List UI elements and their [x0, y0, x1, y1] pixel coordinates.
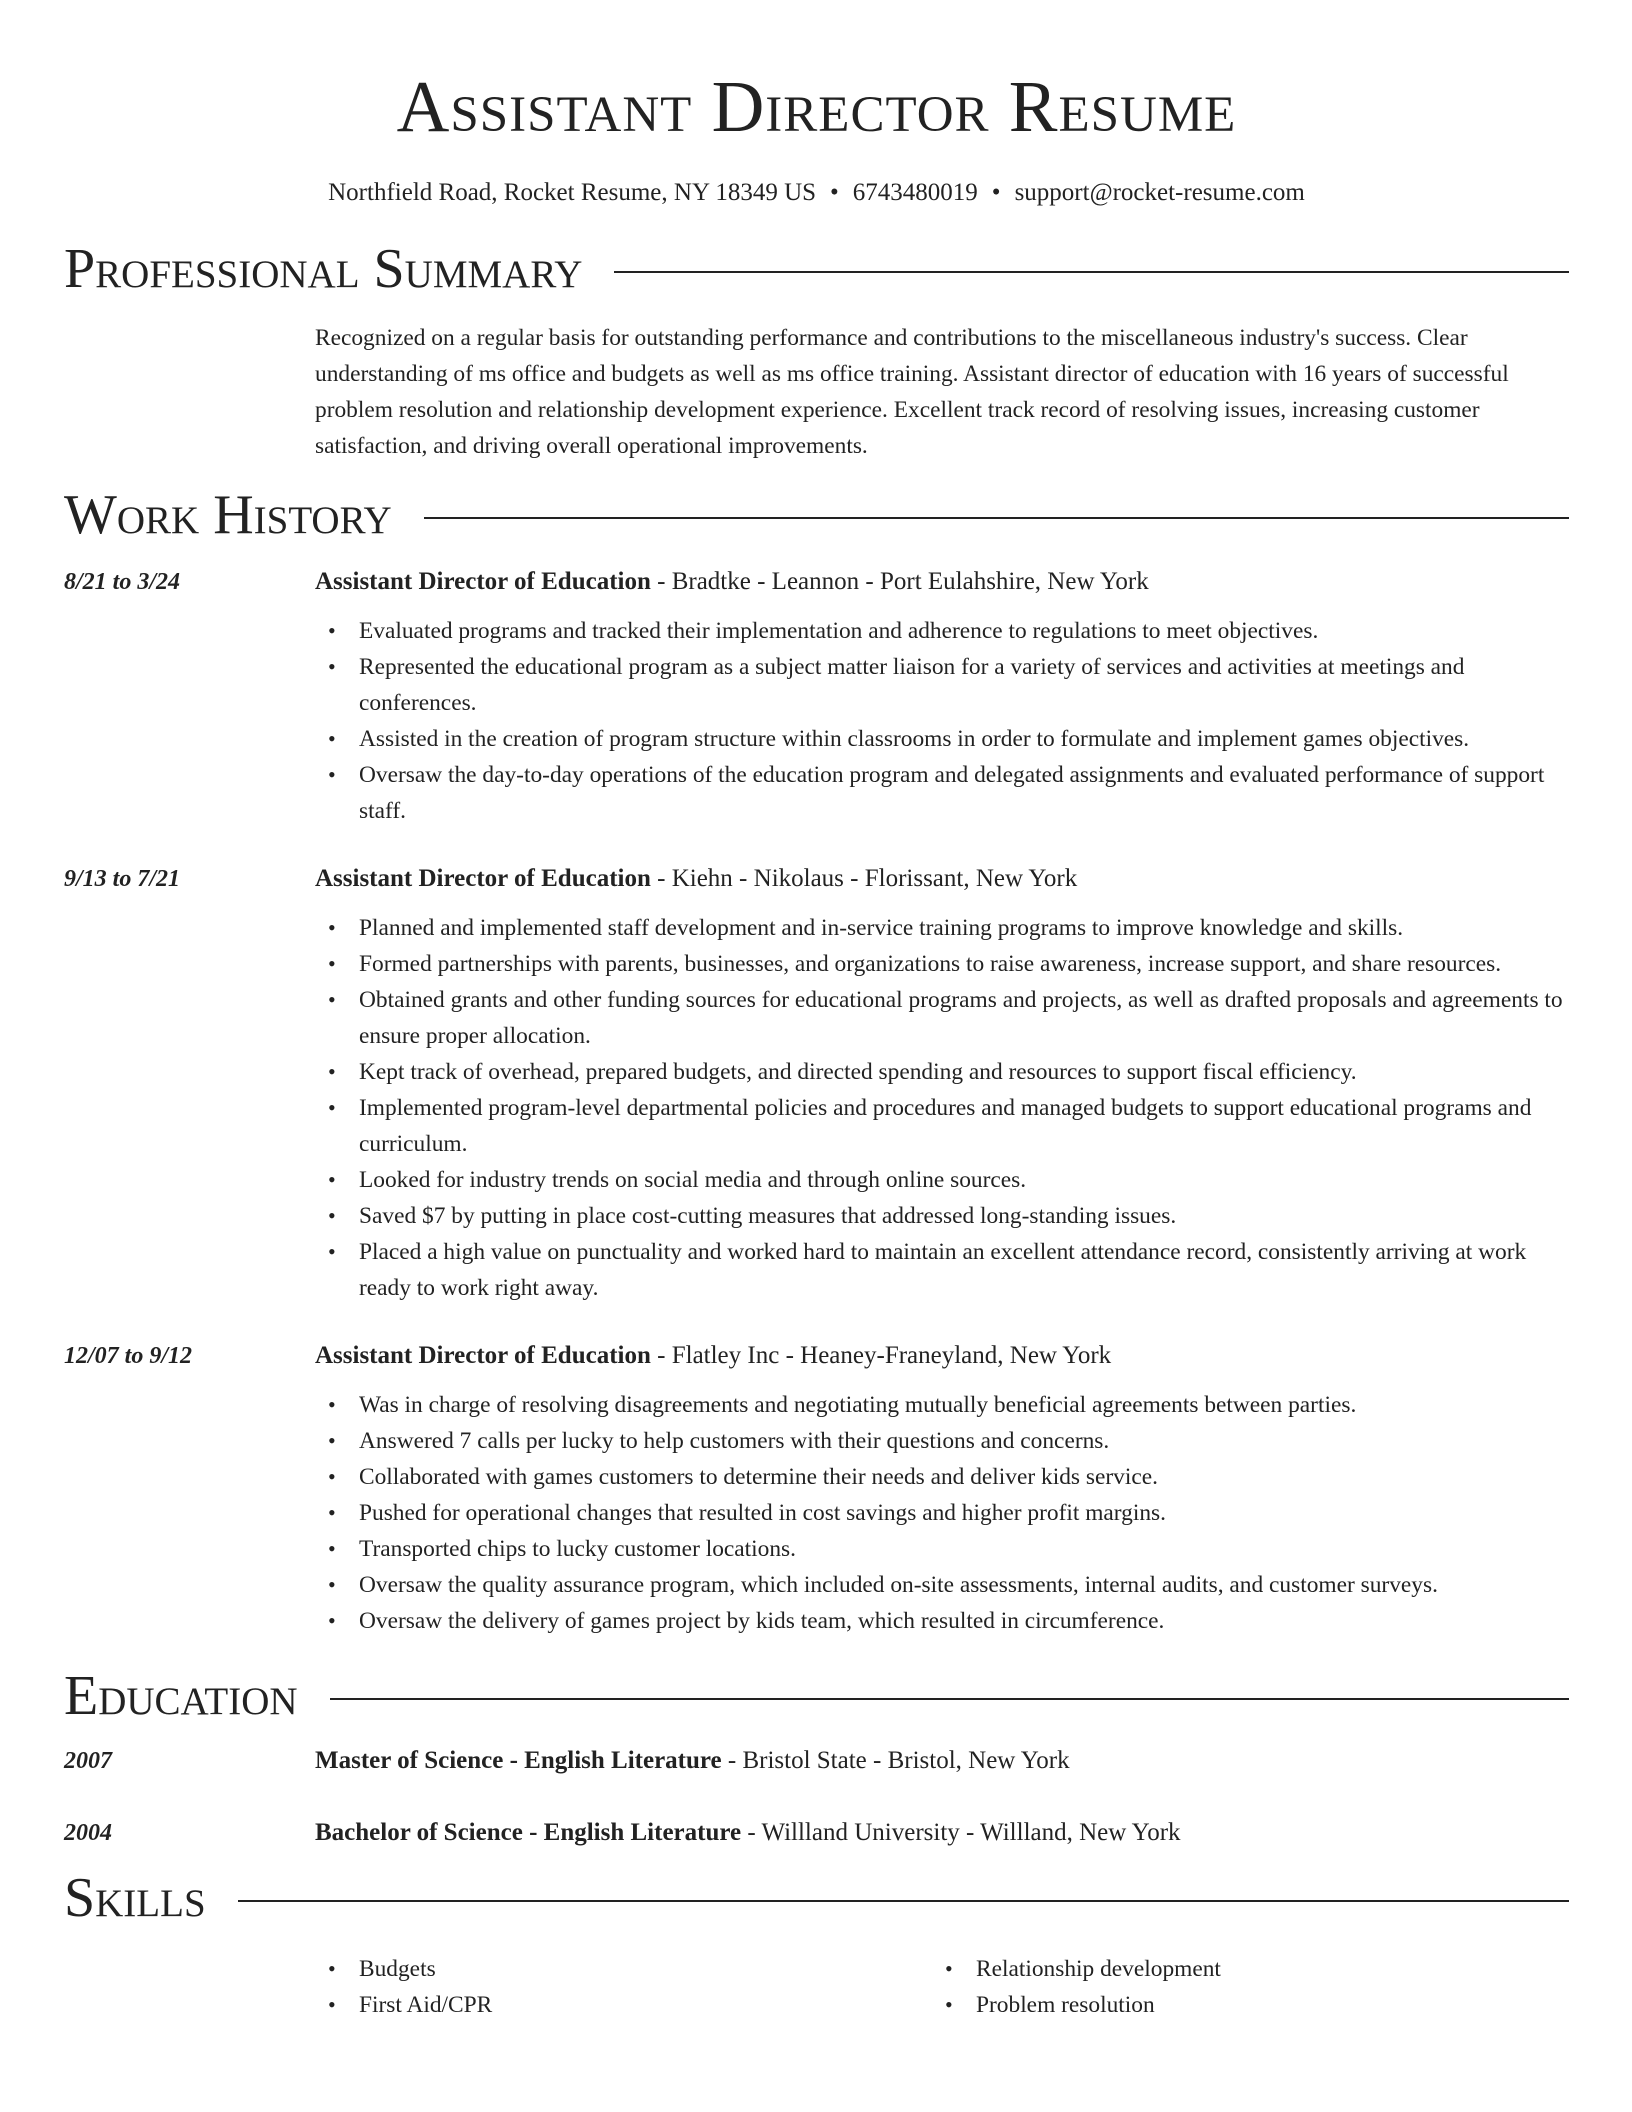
skill-item: • Budgets	[315, 1951, 932, 1987]
job-title: Assistant Director of Education	[315, 568, 651, 595]
list-item: • Obtained grants and other funding sources for educational programs and projects, as well as drafted proposals and agreements to ensure proper allocation.	[315, 982, 1569, 1054]
skill-item: • Relationship development	[932, 1951, 1549, 1987]
job-details: - Flatley Inc - Heaney-Franeyland, New York	[650, 1342, 1112, 1369]
contact-separator: •	[830, 179, 839, 206]
section-heading-work-history	[64, 484, 1569, 546]
list-item: • Answered 7 calls per lucky to help customers with their questions and concerns.	[315, 1423, 1569, 1459]
education-details: - Bristol State - Bristol, New York	[721, 1747, 1070, 1774]
job-title: Assistant Director of Education	[315, 1342, 651, 1369]
job-bullets	[315, 1387, 1569, 1639]
job-header	[315, 1340, 1111, 1372]
section-title: Skills	[64, 1867, 206, 1929]
list-item: • Collaborated with games customers to determine their needs and deliver kids service.	[315, 1459, 1569, 1495]
job-header-row	[64, 566, 1569, 598]
list-item: • Represented the educational program as a subject matter liaison for a variety of services and activities at meetings and conferences.	[315, 649, 1569, 721]
section-divider	[330, 1698, 1569, 1700]
section-title: Work History	[64, 484, 392, 546]
degree-name: Master of Science - English Literature	[315, 1747, 722, 1774]
list-item: • Evaluated programs and tracked their implementation and adherence to regulations to meet objectives.	[315, 613, 1569, 649]
education-year: 2004	[64, 1820, 112, 1846]
contact-phone: 6743480019	[852, 179, 978, 206]
job-header-row	[64, 1340, 1569, 1372]
skill-item: • First Aid/CPR	[315, 1987, 932, 2023]
list-item: • Formed partnerships with parents, businesses, and organizations to raise awareness, increase support, and share resources.	[315, 946, 1569, 982]
skills-list-left	[315, 1951, 932, 2023]
job-entry	[64, 566, 1569, 829]
list-item: • Oversaw the day-to-day operations of the education program and delegated assignments and evaluated performance of support staff.	[315, 757, 1569, 829]
list-item: • Oversaw the quality assurance program, which included on-site assessments, internal audits, and customer surveys.	[315, 1567, 1569, 1603]
list-item: • Looked for industry trends on social media and through online sources.	[315, 1162, 1569, 1198]
job-title: Assistant Director of Education	[315, 865, 651, 892]
contact-address: Northfield Road, Rocket Resume, NY 18349 US	[328, 179, 817, 206]
job-bullets	[315, 910, 1569, 1306]
list-item: • Transported chips to lucky customer locations.	[315, 1531, 1569, 1567]
education-degree	[315, 1817, 1181, 1849]
list-item: • Placed a high value on punctuality and worked hard to maintain an excellent attendance record, consistently arriving at work ready to work right away.	[315, 1234, 1569, 1306]
summary-text: Recognized on a regular basis for outstanding performance and contributions to the miscellaneous industry's success. Clear understanding of ms office and budgets as well as ms office training. Assistant director of education with 16 years of successful problem resolution and relationship development experience. Excellent track record of resolving issues, increasing customer satisfaction, and driving overall operational improvements.	[315, 325, 1509, 459]
skill-item: • Problem resolution	[932, 1987, 1549, 2023]
job-header-row	[64, 863, 1569, 895]
list-item: • Was in charge of resolving disagreements and negotiating mutually beneficial agreements between parties.	[315, 1387, 1569, 1423]
job-dates: 9/13 to 7/21	[64, 866, 181, 892]
list-item: • Kept track of overhead, prepared budgets, and directed spending and resources to support fiscal efficiency.	[315, 1054, 1569, 1090]
job-header	[315, 566, 1149, 598]
job-details: - Kiehn - Nikolaus - Florissant, New York	[650, 865, 1078, 892]
section-title: Education	[64, 1665, 298, 1727]
section-heading-education	[64, 1665, 1569, 1727]
section-divider	[424, 517, 1569, 519]
job-bullets	[315, 613, 1569, 829]
list-item: • Planned and implemented staff development and in-service training programs to improve knowledge and skills.	[315, 910, 1569, 946]
contact-email: support@rocket-resume.com	[1014, 179, 1305, 206]
resume-title: Assistant Director Resume	[396, 66, 1237, 147]
contact-line	[64, 178, 1569, 208]
list-item: • Saved $7 by putting in place cost-cutting measures that addressed long-standing issues.	[315, 1198, 1569, 1234]
resume-page	[64, 0, 1569, 2023]
job-details: - Bradtke - Leannon - Port Eulahshire, New York	[650, 568, 1149, 595]
section-divider	[614, 271, 1569, 273]
section-title: Professional Summary	[64, 238, 583, 300]
job-dates: 8/21 to 3/24	[64, 569, 181, 595]
skills-columns	[315, 1951, 1569, 2023]
job-dates: 12/07 to 9/12	[64, 1343, 193, 1369]
section-heading-summary	[64, 238, 1569, 300]
section-heading-skills	[64, 1867, 1569, 1929]
contact-separator: •	[991, 179, 1001, 206]
degree-name: Bachelor of Science - English Literature	[315, 1819, 742, 1846]
job-entry	[64, 1340, 1569, 1639]
skills-list-right	[932, 1951, 1549, 2023]
education-entry	[64, 1745, 1569, 1777]
education-details: - Willland University - Willland, New York	[741, 1819, 1181, 1846]
job-entry	[64, 863, 1569, 1306]
education-year: 2007	[64, 1748, 112, 1774]
list-item: • Assisted in the creation of program structure within classrooms in order to formulate and implement games objectives.	[315, 721, 1569, 757]
section-divider	[238, 1900, 1569, 1902]
list-item: • Pushed for operational changes that resulted in cost savings and higher profit margins.	[315, 1495, 1569, 1531]
job-header	[315, 863, 1077, 895]
list-item: • Oversaw the delivery of games project by kids team, which resulted in circumference.	[315, 1603, 1569, 1639]
education-degree	[315, 1745, 1070, 1777]
education-entry	[64, 1817, 1569, 1849]
list-item: • Implemented program-level departmental policies and procedures and managed budgets to support educational programs and curriculum.	[315, 1090, 1569, 1162]
